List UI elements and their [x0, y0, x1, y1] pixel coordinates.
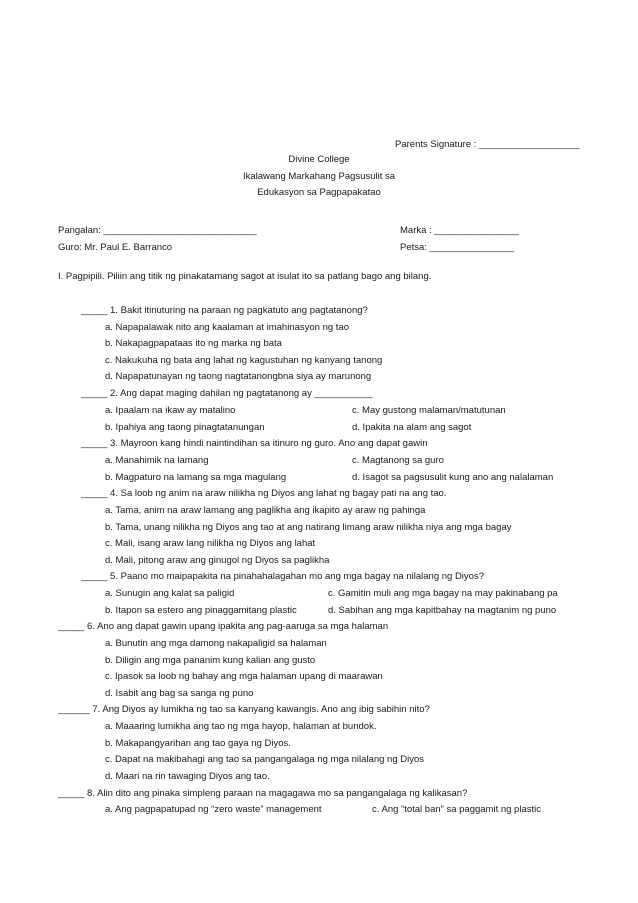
question-6-stem[interactable]: _____ 6. Ano ang dapat gawin upang ipakita ang pag-aaruga sa mga halaman: [58, 621, 389, 632]
q2-choice-b: b. Ipahiya ang taong pinagtatanungan: [105, 422, 265, 433]
q4-choice-c: c. Mali, isang araw lang nilikha ng Diyos ang lahat: [105, 538, 316, 549]
q5-choice-a: a. Sunugin ang kalat sa paligid: [105, 588, 235, 599]
q6-choice-c: c. Ipasok sa loob ng bahay ang mga halaman upang di maarawan: [105, 671, 383, 682]
q4-choice-d: d. Mali, pitong araw ang ginugol ng Diyos sa paglikha: [105, 555, 330, 566]
q3-choice-c: c. Magtanong sa guro: [352, 455, 444, 466]
exam-title: Ikalawang Markahang Pagsusulit sa: [242, 171, 396, 182]
question-8-stem[interactable]: _____ 8. Alin dito ang pinaka simpleng paraan na magagawa mo sa pangangalaga ng kalikasan?: [58, 788, 468, 799]
q7-choice-c: c. Dapat na makibahagi ang tao sa pangangalaga ng mga nilalang ng Diyos: [105, 754, 425, 765]
q3-choice-d: d. Isagot sa pagsusulit kung ano ang nalalaman: [352, 472, 554, 483]
question-5-stem[interactable]: _____ 5. Paano mo maipapakita na pinahahalagahan mo ang mga bagay na nilalang ng Diyos?: [81, 571, 484, 582]
q2-choice-a: a. Ipaalam na ikaw ay matalino: [105, 405, 236, 416]
q5-choice-b: b. Itapon sa estero ang pinaggamitang plastic: [105, 605, 297, 616]
question-3-stem[interactable]: _____ 3. Mayroon kang hindi naintindihan sa itinuro ng guro. Ano ang dapat gawin: [81, 438, 428, 449]
q1-choice-c: c. Nakukuha ng bata ang lahat ng kagustuhan ng kanyang tanong: [105, 355, 383, 366]
q1-choice-b: b. Nakapagpapataas ito ng marka ng bata: [105, 338, 282, 349]
subject-title: Edukasyon sa Pagpapakatao: [257, 187, 381, 198]
score-field[interactable]: Marka : ________________: [400, 225, 519, 236]
q5-choice-d: d. Sabihan ang mga kapitbahay na magtanim ng puno: [328, 605, 557, 616]
q7-choice-a: a. Maaaring lumikha ang tao ng mga hayop, halaman at bundok.: [105, 721, 377, 732]
date-field[interactable]: Petsa: ________________: [400, 242, 515, 253]
teacher-label: Guro: Mr. Paul E. Barranco: [58, 242, 173, 253]
q8-choice-c: c. Ang “total ban” sa paggamit ng plastic: [372, 804, 541, 815]
q6-choice-b: b. Diligin ang mga pananim kung kalian ang gusto: [105, 655, 316, 666]
q7-choice-b: b. Makapangyarihan ang tao gaya ng Diyos.: [105, 738, 291, 749]
question-7-stem[interactable]: ______ 7. Ang Diyos ay lumikha ng tao sa kanyang kawangis. Ano ang ibig sabihin nito?: [58, 704, 430, 715]
question-2-stem[interactable]: _____ 2. Ang dapat maging dahilan ng pagtatanong ay ___________: [81, 388, 373, 399]
q6-choice-d: d. Isabit ang bag sa sanga ng puno: [105, 688, 254, 699]
q2-choice-d: d. Ipakita na alam ang sagot: [352, 422, 472, 433]
name-field[interactable]: Pangalan: _____________________________: [58, 225, 257, 236]
instructions: I. Pagpipili. Piliin ang titik ng pinakatamang sagot at isulat ito sa patlang bago ang bilang.: [58, 271, 432, 282]
q8-choice-a: a. Ang pagpapatupad ng “zero waste” management: [105, 804, 322, 815]
q4-choice-b: b. Tama, unang nilikha ng Diyos ang tao at ang natirang limang araw nilikha niya ang mga bagay: [105, 522, 512, 533]
q6-choice-a: a. Bunutin ang mga damong nakapaligid sa halaman: [105, 638, 327, 649]
question-1-stem[interactable]: _____ 1. Bakit itinuturing na paraan ng pagkatuto ang pagtatanong?: [81, 305, 368, 316]
parents-signature-line[interactable]: Parents Signature : ___________________: [395, 139, 580, 150]
q4-choice-a: a. Tama, anim na araw lamang ang paglikha ang ikapito ay araw ng pahinga: [105, 505, 426, 516]
q1-choice-a: a. Napapalawak nito ang kaalaman at imahinasyon ng tao: [105, 322, 349, 333]
school-name: Divine College: [288, 154, 350, 165]
q7-choice-d: d. Maari na rin tawaging Diyos ang tao.: [105, 771, 270, 782]
q2-choice-c: c. May gustong malaman/matutunan: [352, 405, 506, 416]
q1-choice-d: d. Napapatunayan ng taong nagtatanongbna siya ay marunong: [105, 371, 372, 382]
q3-choice-b: b. Magpaturo na lamang sa mga magulang: [105, 472, 287, 483]
q3-choice-a: a. Manahimik na lamang: [105, 455, 209, 466]
question-4-stem[interactable]: _____ 4. Sa loob ng anim na araw nilikha ng Diyos ang lahat ng bagay pati na ang tao.: [81, 488, 447, 499]
q5-choice-c: c. Gamitin muli ang mga bagay na may pakinabang pa: [328, 588, 558, 599]
